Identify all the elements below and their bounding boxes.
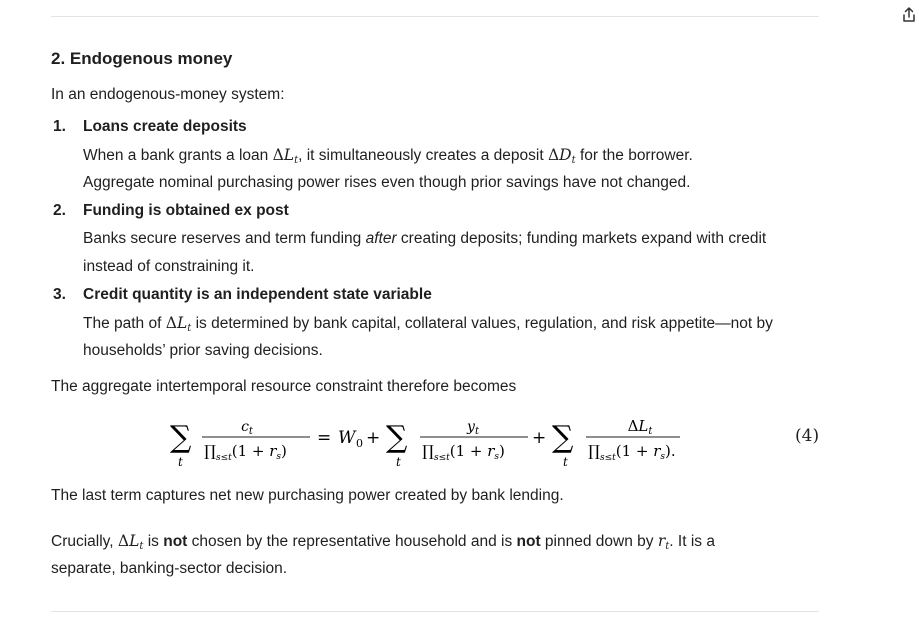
svg-text:∏s≤t(1 + rs).: $\prod_{s\le t}(1 + r_s)$. (588, 442, 676, 463)
list-item-text: Banks secure reserves and term funding after creating deposits; funding markets expand with credit (83, 230, 767, 247)
svg-text:+: + (532, 428, 547, 448)
resource-constraint-equation (120, 410, 680, 472)
svg-text:∑: ∑ (552, 420, 574, 455)
list-item-text: When a bank grants a loan $\Delta L_t$, it simultaneously creates a deposit $\Delta D_t$ for the borrower. (83, 146, 693, 166)
svg-text:∏s≤t(1 + rs): $\prod_{s\le t}(1 + r_s)$ (422, 442, 505, 463)
svg-text:W: W (338, 428, 356, 448)
svg-text:yt: $y_t$ (467, 419, 479, 437)
section-heading: 2. Endogenous money (51, 49, 233, 68)
svg-text:∑: ∑ (170, 420, 192, 455)
crucially-text-line2: separate, banking-sector decision. (51, 560, 288, 577)
crucially-text: Crucially, $\Delta L_t$ is not chosen by the representative household and is not pinned down by $r_t$. It is a (51, 532, 715, 552)
share-icon[interactable] (902, 6, 916, 24)
bottom-divider (51, 611, 819, 612)
svg-text:t: t (563, 455, 568, 469)
svg-text:t: t (396, 455, 401, 469)
intro-text: In an endogenous-money system: (51, 86, 285, 103)
svg-text:=: = (317, 428, 332, 448)
svg-text:∏s≤t(1 + rs): $\prod_{s\le t}(1 + r_s)$ (204, 442, 287, 463)
equation-number: (4) (795, 426, 820, 446)
list-item-text: households’ prior saving decisions. (83, 342, 323, 359)
svg-text:+: + (366, 428, 381, 448)
list-number: 3. (53, 286, 66, 303)
list-item-title: Funding is obtained ex post (83, 202, 289, 219)
svg-text:ΔLt: $\Delta L_t$ (627, 417, 653, 437)
list-item-text: instead of constraining it. (83, 258, 255, 275)
svg-text:ct: $c_t$ (241, 419, 253, 437)
list-item-title: Loans create deposits (83, 118, 247, 135)
last-term-text: The last term captures net new purchasing power created by bank lending. (51, 487, 564, 504)
list-number: 1. (53, 118, 66, 135)
svg-text:0: 0 (356, 437, 363, 450)
list-item-title: Credit quantity is an independent state variable (83, 286, 432, 303)
top-divider (51, 16, 819, 17)
constraint-intro: The aggregate intertemporal resource constraint therefore becomes (51, 378, 517, 395)
list-number: 2. (53, 202, 66, 219)
list-item-text: The path of $\Delta L_t$ is determined by bank capital, collateral values, regulation, and risk appetite—not by (83, 314, 773, 334)
svg-text:∑: ∑ (386, 420, 408, 455)
list-item-text: Aggregate nominal purchasing power rises even though prior savings have not changed. (83, 174, 691, 191)
svg-text:t: t (178, 455, 183, 469)
